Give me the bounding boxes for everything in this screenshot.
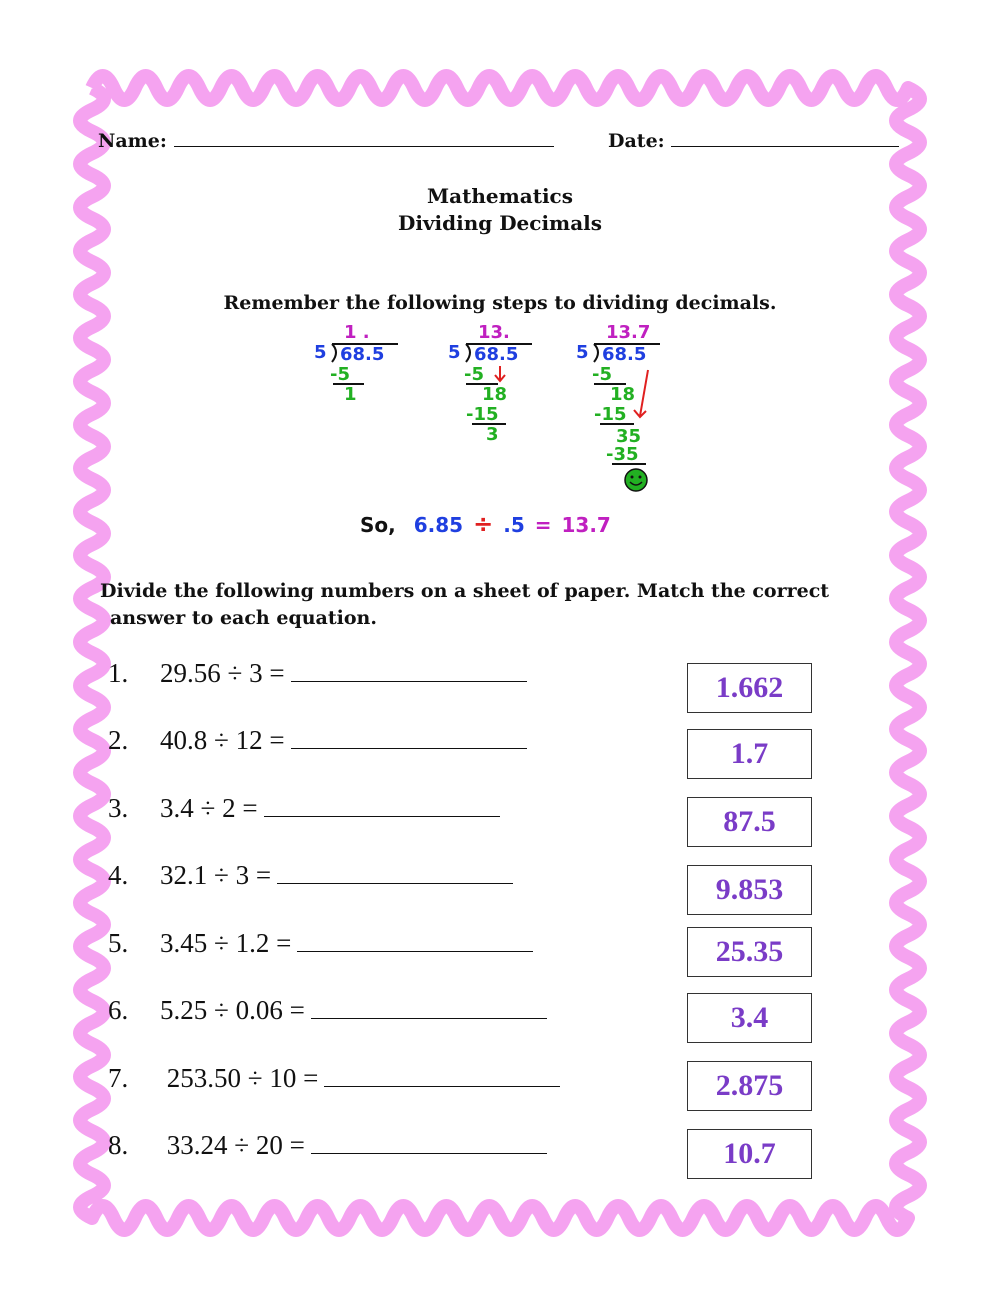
subtrahend-1: -5 (592, 364, 612, 385)
subtrahend-2: -15 (466, 404, 499, 425)
equals-sign: = (534, 513, 552, 537)
equation-row (108, 928, 533, 959)
bring-down-1: 18 (610, 384, 636, 405)
equation-text: 32.1 ÷ 3 = (160, 860, 272, 890)
equation-text: 3.4 ÷ 2 = (160, 793, 258, 823)
equation-text: 33.24 ÷ 20 = (160, 1130, 305, 1160)
answer-blank[interactable] (311, 1131, 547, 1154)
equation-row (108, 793, 500, 824)
long-division-examples (300, 320, 700, 540)
answer-blank[interactable] (324, 1064, 560, 1087)
name-blank[interactable] (174, 128, 554, 147)
equation-number: 2. (108, 725, 129, 755)
date-label: Date: (608, 130, 665, 152)
equation-row (108, 1063, 560, 1094)
equation-number: 3. (108, 793, 129, 823)
date-field (608, 128, 899, 152)
equation-text: 253.50 ÷ 10 = (160, 1063, 319, 1093)
divisor: 5 (448, 342, 461, 363)
division-step-2 (448, 322, 532, 445)
quotient: 13. (478, 322, 510, 343)
equation-text: 5.25 ÷ 0.06 = (160, 995, 305, 1025)
steps-heading: Remember the following steps to dividing decimals. (223, 292, 777, 314)
answer-blank[interactable] (311, 996, 547, 1019)
answer-blank[interactable] (291, 659, 527, 682)
divide-sign: ÷ (473, 510, 494, 538)
summary-result: 13.7 (561, 513, 611, 537)
answer-box[interactable]: 87.5 (687, 797, 812, 847)
dividend: 68.5 (340, 344, 385, 365)
example-summary (360, 510, 611, 538)
answer-box[interactable]: 9.853 (687, 865, 812, 915)
answer-box[interactable]: 10.7 (687, 1129, 812, 1179)
dividend: 68.5 (474, 344, 519, 365)
equation-number: 1. (108, 658, 129, 688)
summary-dividend: 6.85 (413, 513, 464, 537)
quotient: 1 . (344, 322, 370, 343)
division-step-1 (314, 322, 398, 405)
divisor: 5 (576, 342, 589, 363)
smiley-icon (625, 469, 647, 491)
answer-blank[interactable] (297, 929, 533, 952)
subtrahend: -5 (330, 364, 350, 385)
equation-row (108, 725, 527, 756)
dividend: 68.5 (602, 344, 647, 365)
equation-row (108, 1130, 547, 1161)
equation-text: 3.45 ÷ 1.2 = (160, 928, 292, 958)
subtrahend-1: -5 (464, 364, 484, 385)
name-label: Name: (98, 130, 167, 152)
subtrahend-3: -35 (606, 444, 639, 465)
division-step-3 (576, 322, 660, 491)
instructions-line-2: answer to each equation. (110, 607, 377, 629)
bring-down-2: 35 (616, 426, 642, 447)
equation-number: 8. (108, 1130, 129, 1160)
bring-down-1: 18 (482, 384, 508, 405)
equation-number: 4. (108, 860, 129, 890)
answer-box[interactable]: 3.4 (687, 993, 812, 1043)
instructions-line-1: Divide the following numbers on a sheet of paper. Match the correct (100, 580, 830, 602)
date-blank[interactable] (671, 128, 899, 147)
subtrahend-2: -15 (594, 404, 627, 425)
answer-box[interactable]: 25.35 (687, 927, 812, 977)
equation-text: 29.56 ÷ 3 = (160, 658, 285, 688)
summary-divisor: .5 (503, 513, 525, 537)
remainder: 3 (486, 424, 499, 445)
page-subject: Mathematics (427, 184, 573, 208)
answer-blank[interactable] (264, 794, 500, 817)
equation-row (108, 658, 527, 689)
answer-blank[interactable] (277, 861, 513, 884)
page-title: Dividing Decimals (397, 211, 603, 235)
equation-number: 5. (108, 928, 129, 958)
answer-blank[interactable] (291, 726, 527, 749)
scalloped-border-path (80, 76, 920, 1230)
equation-row (108, 995, 547, 1026)
equation-row (108, 860, 513, 891)
quotient: 13.7 (606, 322, 651, 343)
so-label: So, (360, 513, 396, 537)
divisor: 5 (314, 342, 327, 363)
equation-number: 7. (108, 1063, 129, 1093)
answer-box[interactable]: 1.7 (687, 729, 812, 779)
answer-box[interactable]: 1.662 (687, 663, 812, 713)
answer-box[interactable]: 2.875 (687, 1061, 812, 1111)
name-field (98, 128, 554, 152)
remainder: 1 (344, 384, 357, 405)
equation-number: 6. (108, 995, 129, 1025)
equation-text: 40.8 ÷ 12 = (160, 725, 285, 755)
